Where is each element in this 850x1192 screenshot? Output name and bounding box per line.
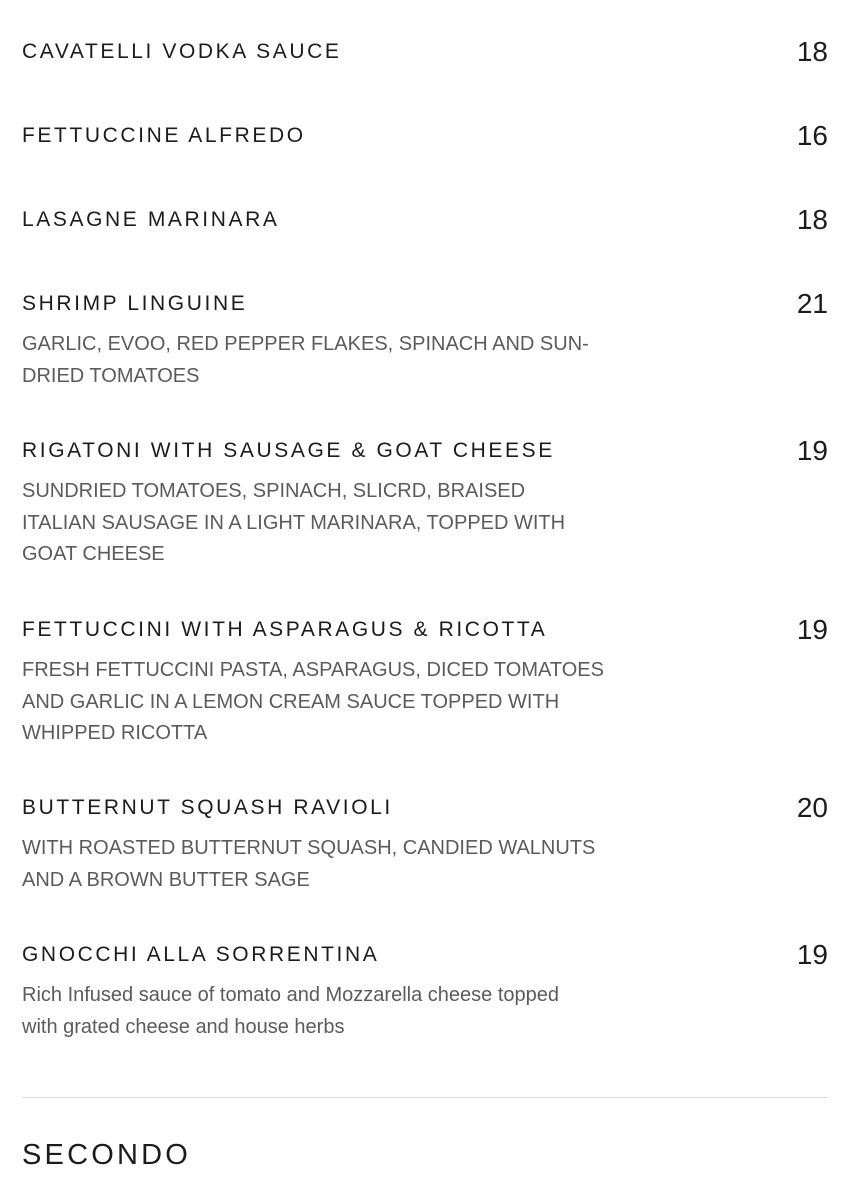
menu-item-description: FRESH FETTUCCINI PASTA, ASPARAGUS, DICED TOMATOES AND GARLIC IN A LEMON CREAM SAUCE TOPPED WITH WHIPPED RICOTTA xyxy=(22,659,604,745)
menu-item-name: CAVATELLI VODKA SAUCE xyxy=(22,40,342,63)
menu-item-name: FETTUCCINI WITH ASPARAGUS & RICOTTA xyxy=(22,618,548,641)
menu-item-price: 19 xyxy=(796,435,828,466)
menu-item-price: 18 xyxy=(796,204,828,235)
menu-item-description: GARLIC, EVOO, RED PEPPER FLAKES, SPINACH AND SUN-DRIED TOMATOES xyxy=(22,333,589,387)
section-divider xyxy=(22,1097,828,1098)
menu-item-price: 21 xyxy=(796,288,828,319)
menu-item-name: BUTTERNUT SQUASH RAVIOLI xyxy=(22,796,393,819)
menu-item-name: LASAGNE MARINARA xyxy=(22,208,280,231)
menu-item-name: GNOCCHI ALLA SORRENTINA xyxy=(22,943,380,966)
menu-item-name: FETTUCCINE ALFREDO xyxy=(22,124,306,147)
menu-item-description: SUNDRIED TOMATOES, SPINACH, SLICRD, BRAISED ITALIAN SAUSAGE IN A LIGHT MARINARA, TOPPED WITH GOAT CHEESE xyxy=(22,480,566,566)
menu-item-description: WITH ROASTED BUTTERNUT SQUASH, CANDIED WALNUTS AND A BROWN BUTTER SAGE xyxy=(22,837,596,891)
menu-item-price: 16 xyxy=(796,120,828,151)
section-title-secondo: SECONDO xyxy=(22,1139,192,1171)
menu-item-price: 20 xyxy=(796,792,828,823)
menu-item-price: 19 xyxy=(796,939,828,970)
menu-item-price: 18 xyxy=(796,36,828,67)
menu-item-price: 19 xyxy=(796,614,828,645)
menu-item-description: Rich Infused sauce of tomato and Mozzarella cheese topped with grated cheese and house herbs xyxy=(22,984,559,1038)
menu-item-name: SHRIMP LINGUINE xyxy=(22,292,248,315)
menu-item-name: RIGATONI WITH SAUSAGE & GOAT CHEESE xyxy=(22,439,555,462)
